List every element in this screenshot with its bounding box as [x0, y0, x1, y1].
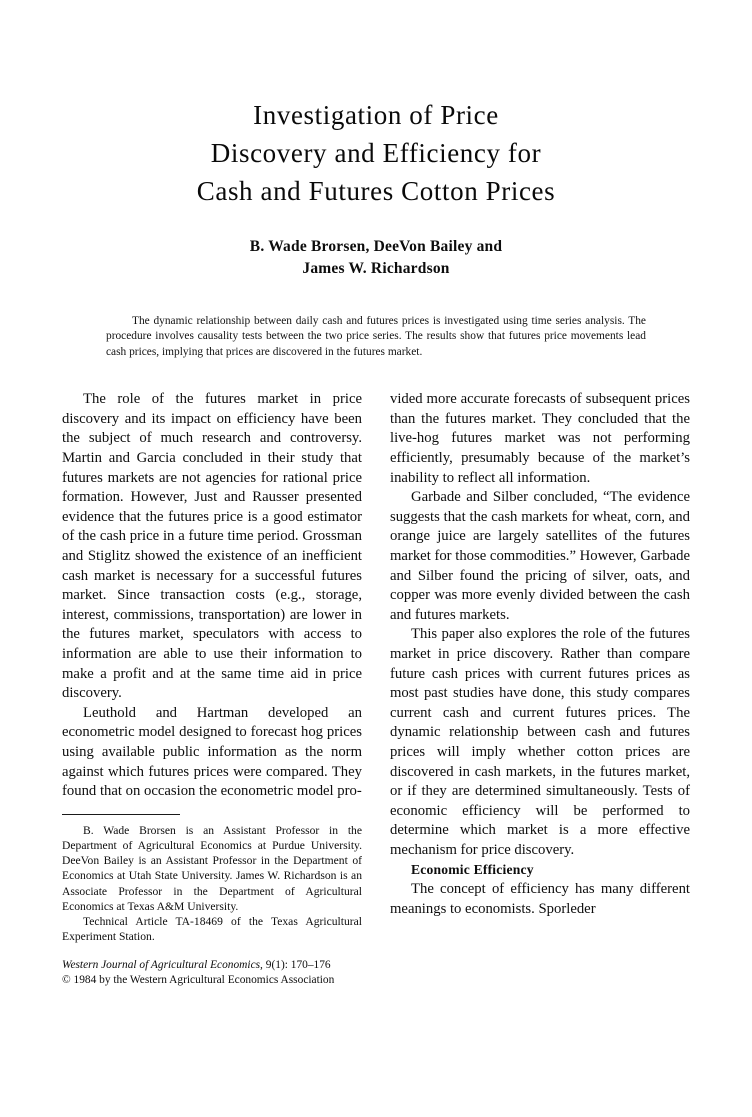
left-column	[62, 390, 362, 987]
footnote-divider	[62, 814, 180, 815]
footnote-affiliations: B. Wade Brorsen is an Assistant Professor in the Department of Agricultural Economics at Purdue University. DeeVon Bailey is an Assistant Professor in the Department of Economics at Utah State University. James W. Richardson is an Associate Professor in the Department of Agricultural Economics at Texas A&M University.	[62, 823, 362, 913]
journal-citation-line	[62, 958, 362, 973]
journal-volume-pages: 9(1): 170–176	[262, 959, 331, 972]
title-line-2: Discovery and Efficiency for	[210, 138, 542, 168]
page-title	[62, 96, 690, 210]
footnote-technical-article: Technical Article TA-18469 of the Texas Agricultural Experiment Station.	[62, 914, 362, 944]
article-content	[62, 96, 690, 988]
abstract: The dynamic relationship between daily cash and futures prices is investigated using time series analysis. The procedure involves causality tests between the two price series. The results show that futures price movements lead cash prices, implying that prices are discovered in the futures market.	[106, 315, 646, 358]
journal-citation	[62, 958, 362, 987]
section-heading-economic-efficiency: Economic Efficiency	[411, 862, 534, 878]
paragraph: The role of the futures market in price discovery and its impact on efficiency have been the subject of much research and controversy. Martin and Garcia concluded in their study that futures markets are not agencies for rational price formation. However, Just and Rausser presented evidence that the futures price is a good estimator of the cash price in a future time period. Grossman and Stiglitz showed the existence of an inefficient cash market is necessary for a successful futures market. Since transaction costs (e.g., storage, interest, commissions, transportation) are lower in the futures market, speculators with access to information are able to use their information to make a profit and at the same time aid in price discovery.	[62, 391, 362, 702]
paragraph: Leuthold and Hartman developed an econometric model designed to forecast hog prices using available public information as the norm against which futures prices were compared. They found that on occasion the econometric model pro-	[62, 704, 362, 800]
paragraph: Garbade and Silber concluded, “The evidence suggests that the cash markets for wheat, corn, and orange juice are largely satellites of the futures market for those commodities.” However, Garbade and Silber found the pricing of silver, oats, and copper was more evenly divided between the cash and futures markets.	[390, 489, 690, 623]
title-line-1: Investigation of Price	[253, 100, 499, 130]
title-line-3: Cash and Futures Cotton Prices	[196, 176, 556, 206]
paragraph: This paper also explores the role of the futures market in price discovery. Rather than compare future cash prices with current futures prices as most past studies have done, this study compares current cash and current futures prices. The dynamic relationship between cash and futures prices will imply whether cotton prices are discovered in cash markets, in the futures market, or if they are determined simultaneously. Tests of economic efficiency will be performed to determine which market is a more effective mechanism for price discovery.	[390, 626, 690, 858]
author-line-2: James W. Richardson	[302, 260, 450, 277]
author-line-1: B. Wade Brorsen, DeeVon Bailey and	[249, 238, 503, 255]
right-column	[390, 390, 690, 987]
body-columns	[62, 390, 690, 987]
journal-title: Western Journal of Agricultural Economics,	[62, 959, 263, 972]
paragraph: The concept of efficiency has many different meanings to economists. Sporleder	[390, 881, 690, 917]
paragraph: vided more accurate forecasts of subsequent prices than the futures market. They concluded that the live-hog futures market was not performing efficiently, presumably because of the market’s inability to reflect all information.	[390, 391, 690, 486]
author-list	[62, 236, 690, 280]
copyright-line: © 1984 by the Western Agricultural Economics Association	[62, 973, 335, 986]
